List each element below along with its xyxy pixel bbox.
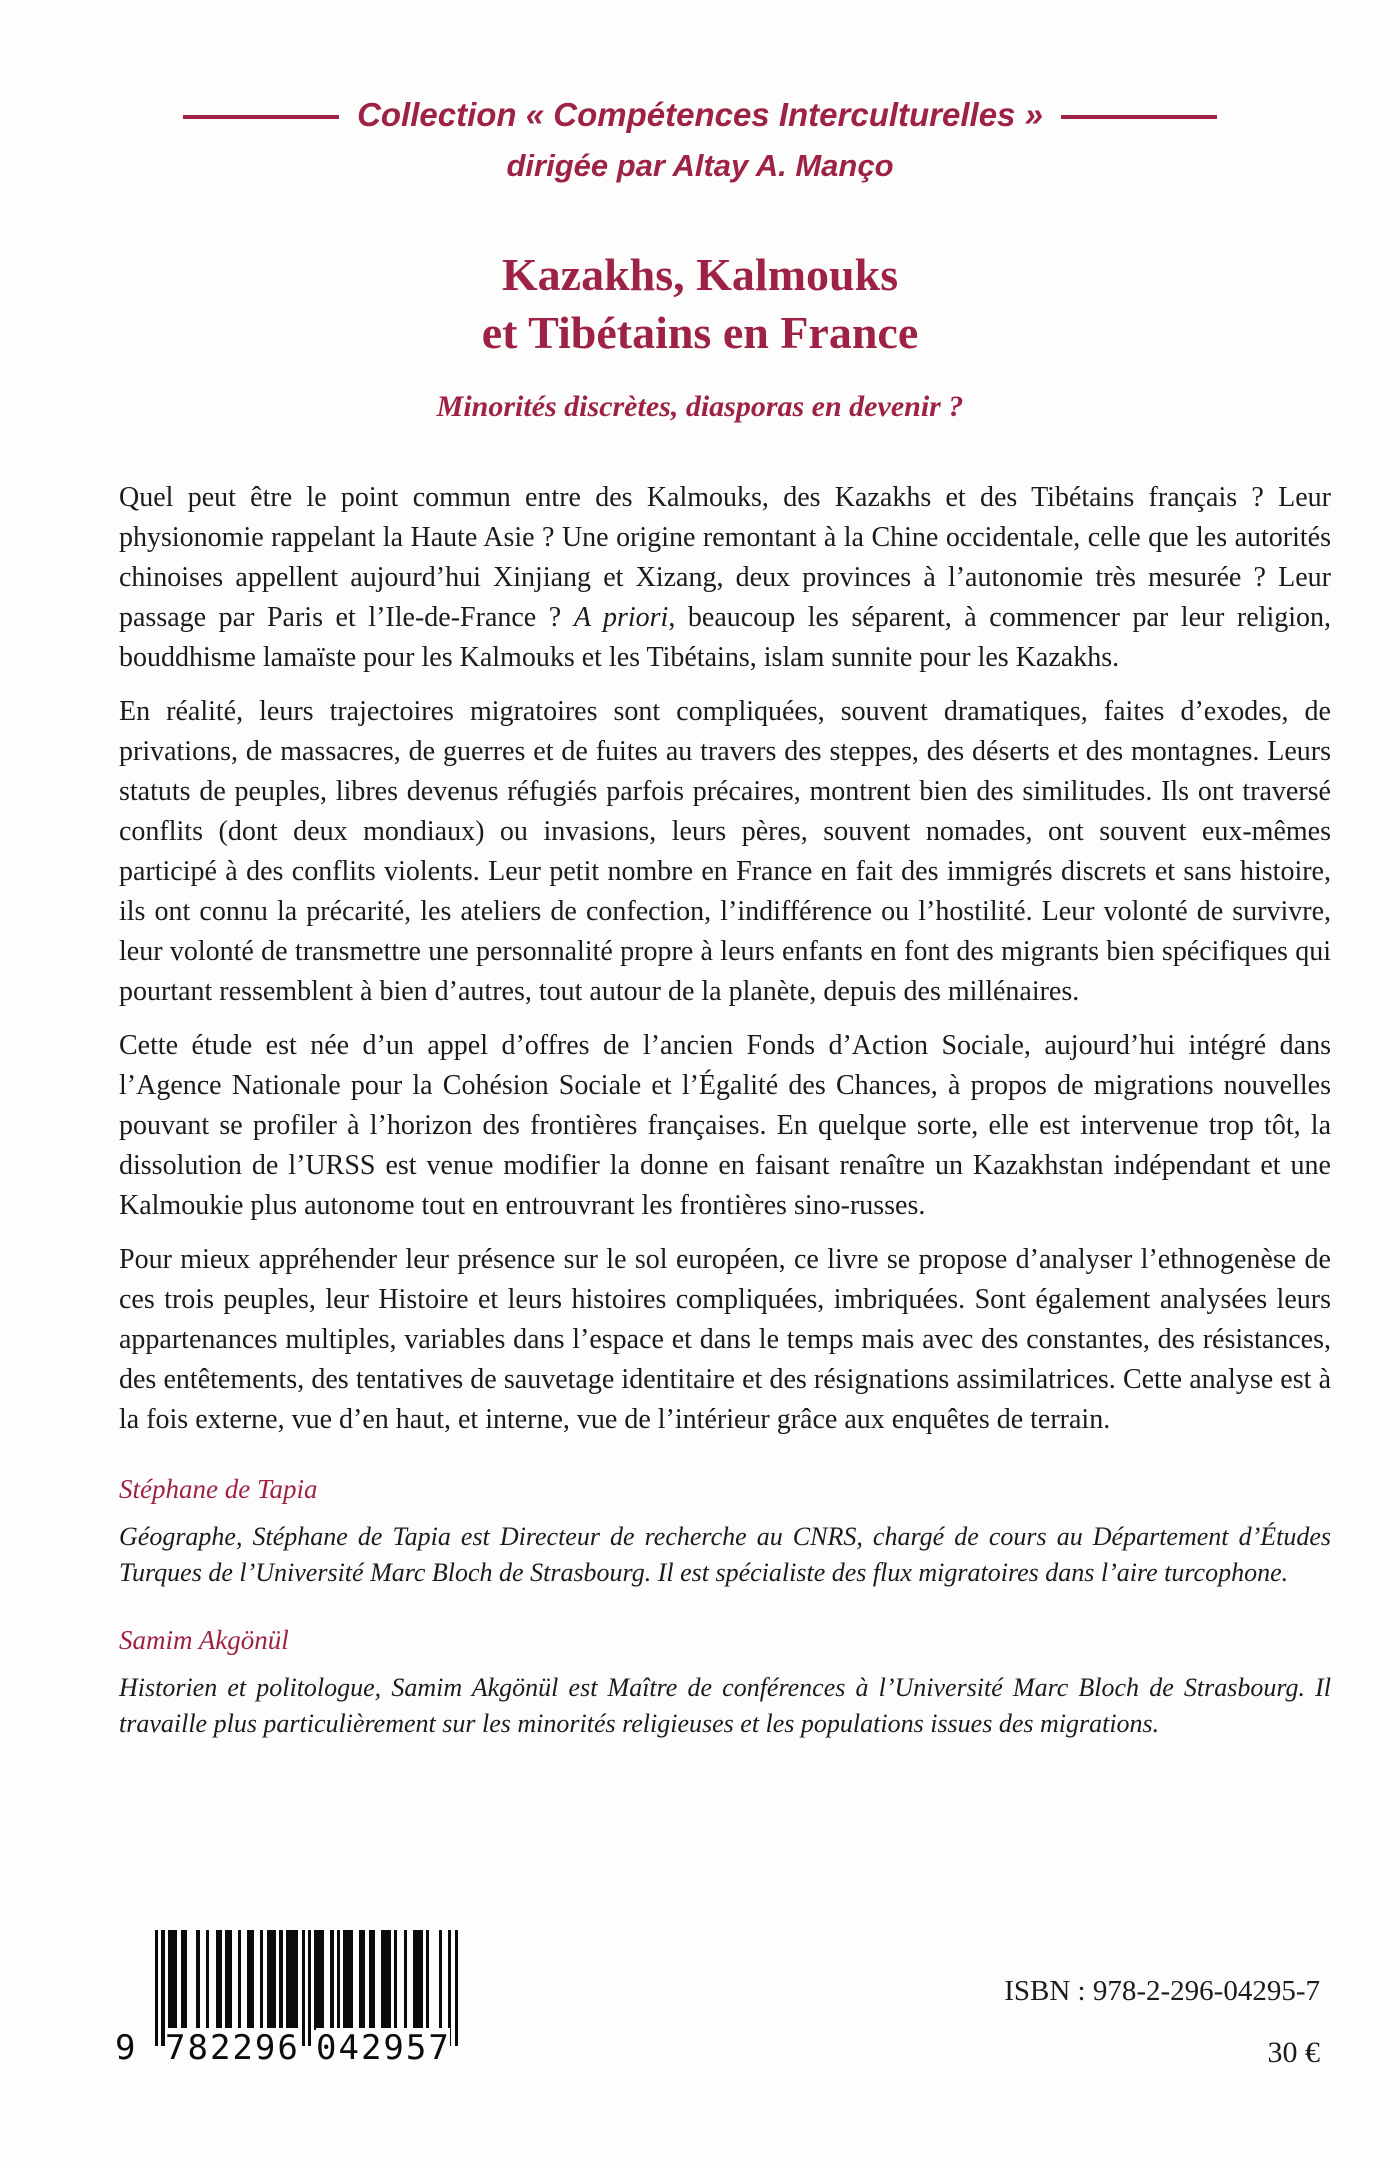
blurb-paragraph-2: En réalité, leurs trajectoires migratoires sont compliquées, souvent dramatiques, faites d’exodes, de privations, de massacres, de guerres et de fuites au travers des steppes, des déserts et des montagnes. Leurs statuts de peuples, libres devenus réfugiés parfois précaires, montrent bien des similitudes. Ils ont traversé conflits (dont deux mondiaux) ou invasions, leurs pères, souvent nomades, ont souvent eux-mêmes participé à des conflits violents. Leur petit nombre en France en fait des immigrés discrets et sans histoire, ils ont connu la précarité, les ateliers de confection, l’indifférence ou l’hostilité. Leur volonté de survivre, leur volonté de transmettre une personnalité propre à leurs enfants en font des migrants bien spécifiques qui pourtant ressemblent à bien d’autres, tout autour de la planète, depuis des millénaires.	[119, 696, 1331, 1007]
collection-header	[0, 96, 1400, 184]
blurb-paragraph-4: Pour mieux appréhender leur présence sur le sol européen, ce livre se propose d’analyser l’ethnogenèse de ces trois peuples, leur Histoire et leurs histoires compliquées, imbriquées. Sont également analysées leurs appartenances multiples, variables dans l’espace et dans le temps mais avec des constantes, des résistances, des entêtements, des tentatives de sauvetage identitaire et des résignations assimilatrices. Cette analyse est à la fois externe, vue d’en haut, et interne, vue de l’intérieur grâce aux enquêtes de terrain.	[119, 1244, 1331, 1435]
author-bio-1: Géographe, Stéphane de Tapia est Directeur de recherche au CNRS, chargé de cours au Département d’Études Turques de l’Université Marc Bloch de Strasbourg. Il est spécialiste des flux migratoires dans l’aire turcophone.	[119, 1522, 1331, 1587]
barcode-first-digit: 9	[115, 2028, 136, 2068]
author-name-2: Samim Akgönül	[119, 1625, 289, 1655]
back-cover-content	[119, 478, 1331, 1742]
book-subtitle: Minorités discrètes, diasporas en devenir ?	[436, 390, 964, 423]
book-title	[0, 246, 1400, 362]
right-rule	[1061, 115, 1217, 119]
price-label: 30 €	[1267, 2036, 1320, 2069]
collection-director: dirigée par Altay A. Manço	[506, 148, 894, 183]
book-title-line1: Kazakhs, Kalmouks	[501, 249, 899, 300]
blurb-paragraph-1	[119, 478, 1331, 678]
blurb-p1-post: , beaucoup les séparent, à commencer par leur religion, bouddhisme lamaïste pour les Kalmouks et les Tibétains, islam sunnite pour les Kazakhs.	[119, 602, 1331, 673]
author-name-1: Stéphane de Tapia	[119, 1474, 318, 1504]
blurb-p1-pre: Quel peut être le point commun entre des Kalmouks, des Kazakhs et des Tibétains français ? Leur physionomie rappelant la Haute Asie ? Une origine remontant à la Chine occidentale, celle que les autorités chinoises appellent aujourd’hui Xinjiang et Xizang, deux provinces à l’autonomie très mesurée ? Leur passage par Paris et l’Ile-de-France ?	[119, 482, 1331, 633]
blurb	[119, 478, 1331, 1440]
ean13-barcode	[115, 1930, 459, 2068]
isbn-label: ISBN : 978-2-296-04295-7	[1004, 1975, 1320, 2007]
blurb-p1-italic: A priori	[573, 602, 669, 633]
collection-header-line	[0, 96, 1400, 134]
barcode-digit-group-2: 042957	[316, 2028, 451, 2068]
left-rule	[183, 115, 339, 119]
barcode-digit-group-1: 782296	[165, 2028, 300, 2068]
author-bio-2: Historien et politologue, Samim Akgönül est Maître de conférences à l’Université Marc Bloch de Strasbourg. Il travaille plus particulièrement sur les minorités religieuses et les populations issues des migrations.	[119, 1673, 1331, 1738]
collection-title: Collection « Compétences Interculturelles »	[357, 96, 1043, 133]
book-title-line2: et Tibétains en France	[481, 307, 919, 358]
blurb-paragraph-3: Cette étude est née d’un appel d’offres de l’ancien Fonds d’Action Sociale, aujourd’hui intégré dans l’Agence Nationale pour la Cohésion Sociale et l’Égalité des Chances, à propos de migrations nouvelles pouvant se profiler à l’horizon des frontières françaises. En quelque sorte, elle est intervenue trop tôt, la dissolution de l’URSS est venue modifier la donne en faisant renaître un Kazakhstan indépendant et une Kalmoukie plus autonome tout en entrouvrant les frontières sino-russes.	[119, 1030, 1331, 1221]
